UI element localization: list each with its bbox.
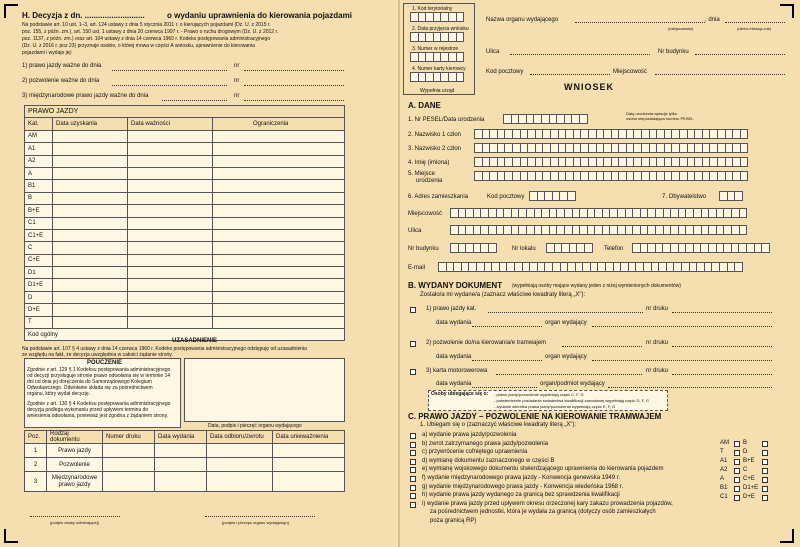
row-poz: 3 [25, 472, 47, 492]
issuer-label: organ/podmiot wydający [540, 381, 605, 387]
category-cell[interactable] [128, 192, 213, 204]
option-label: poza granicą RP) [430, 518, 477, 524]
organ-name-label: Nazwa organu wydającego [486, 17, 559, 23]
issuer-label: organ wydający [545, 320, 587, 326]
category-checkbox[interactable] [734, 486, 740, 492]
category-cell[interactable] [53, 130, 128, 142]
birthplace-label: urodzenia [416, 178, 443, 184]
first-name-cells[interactable] [474, 157, 747, 167]
category-cell[interactable] [53, 304, 128, 316]
section-a-title: A. DANE [408, 101, 441, 110]
category-cell[interactable] [53, 267, 128, 279]
birthplace-label: 5. Miejsce [408, 171, 436, 177]
category-cell[interactable] [53, 242, 128, 254]
category-label: D [743, 449, 748, 455]
option-label: g) wydanie międzynarodowego prawa jazdy - Konwencja wiedeńska 1968 r. [422, 483, 624, 490]
first-name-label: 4. Imię (imiona) [408, 160, 450, 166]
category-cell[interactable] [128, 217, 213, 229]
fill-line[interactable] [112, 70, 227, 71]
category-cell[interactable] [53, 316, 128, 328]
signature-box[interactable] [184, 358, 345, 422]
doc1-label: 1) prawo jazdy kat. [426, 306, 477, 312]
category-cell[interactable] [128, 291, 213, 303]
fill-line[interactable] [510, 54, 650, 55]
category-cell[interactable] [213, 304, 345, 316]
doc3-checkbox[interactable] [410, 369, 416, 375]
city-label: Miejscowość [613, 69, 648, 75]
col-date-obtained: Data uzyskania [53, 118, 128, 130]
category-cell[interactable] [128, 205, 213, 217]
category-row [25, 304, 345, 316]
driver-card-cells[interactable] [410, 72, 463, 82]
fill-line[interactable] [672, 374, 772, 375]
col-receipt-date: Data odbioru/zwrotu [207, 431, 273, 444]
category-code: D1 [25, 267, 53, 279]
category-checkbox[interactable] [762, 495, 768, 501]
category-row [25, 205, 345, 217]
pouczenie-text: Zgodnie z art. 129 § 1 Kodeksu postępowania administracyjnego [27, 367, 171, 373]
issue-date-label: data wydania [436, 381, 472, 387]
option-label: b) zwrot zatrzymanego prawa jazdy/pozwolenia [422, 440, 549, 447]
row-doc-type: Międzynarodowe prawo jazdy [47, 472, 103, 492]
category-cell[interactable] [53, 192, 128, 204]
issuer-label: organ wydający [545, 354, 587, 360]
category-row [25, 180, 345, 192]
category-row [25, 242, 345, 254]
col-poz: Poz. [25, 431, 47, 444]
category-cell[interactable] [213, 155, 345, 167]
category-row [25, 229, 345, 241]
category-checkbox[interactable] [762, 468, 768, 474]
intl-licence-label: 3) międzynarodowe prawo jazdy ważne do dnia [22, 93, 149, 99]
legal-line: poz. 1137, z późn. zm.) oraz art. 104 ustawy z dnia 14 czerwca 1960 r. Kodeks postępowania administracyjnego [22, 36, 271, 42]
print-number-label: nr druku [646, 306, 669, 312]
category-checkbox[interactable] [734, 441, 740, 447]
dnia-label: , dnia [705, 17, 720, 23]
legal-line: pojazdami i wydaje jej: [22, 50, 73, 56]
category-cell[interactable] [128, 254, 213, 266]
section-c-title: C. PRAWO JAZDY – POZWOLENIE NA KIEROWANIE TRAMWAJEM [408, 412, 662, 421]
decision-title-a: H. Decyzja z dn. ........................... [22, 11, 145, 20]
fill-line[interactable] [575, 22, 705, 23]
decision-page [0, 0, 398, 547]
category-code: B1 [25, 180, 53, 192]
fill-line[interactable] [30, 516, 120, 517]
pouczenie-text: organu, który wydał decyzję. [27, 391, 91, 397]
category-cell[interactable] [128, 242, 213, 254]
signature-label: Data, podpis i pieczęć organu wydającego [208, 423, 302, 429]
instruction-line: - wydanie wtórnika prawa jazdy/pozwolenia wypełniają część E, F, G [494, 404, 616, 409]
pouczenie-text: decyzja podlega wykonaniu przed upływem terminu do [27, 407, 149, 413]
legal-line: Na podstawie art. 10 ust. 1–3, art. 124 ustawy z dnia 5 stycznia 2011 r. o kierujących pojazdami (Dz. U. z 2015 r. [22, 22, 271, 28]
row-doc-type: Pozwolenie [47, 458, 103, 472]
category-code: C1 [25, 217, 53, 229]
category-code: B+E [25, 205, 53, 217]
category-checkbox[interactable] [734, 477, 740, 483]
issue-date-label: data wydania [436, 354, 472, 360]
licence-table-title: PRAWO JAZDY [25, 106, 345, 118]
category-cell[interactable] [128, 229, 213, 241]
category-cell[interactable] [53, 217, 128, 229]
pouczenie-text: od decyzji przysługuje stronie prawo odwołania się w terminie 14 [27, 373, 171, 379]
option-label: c) przywrócenie cofniętego uprawnienia [422, 449, 528, 456]
category-cell[interactable] [213, 130, 345, 142]
category-cell[interactable] [128, 167, 213, 179]
col-date-valid: Data ważności [128, 118, 213, 130]
office-field-label: 1. Kod terytorialny [412, 6, 453, 12]
nr-label: nr [234, 63, 240, 69]
application-page [400, 0, 800, 547]
category-checkbox[interactable] [734, 468, 740, 474]
option-checkbox[interactable] [410, 485, 416, 491]
category-label: A2 [720, 467, 728, 473]
fill-line[interactable] [244, 100, 344, 101]
category-label: A1 [720, 458, 728, 464]
category-label: A [720, 476, 725, 482]
doc1-checkbox[interactable] [410, 307, 416, 313]
category-checkbox[interactable] [762, 486, 768, 492]
category-row [25, 316, 345, 328]
fill-line[interactable] [608, 387, 772, 388]
category-label: B1 [720, 485, 728, 491]
category-cell[interactable] [213, 242, 345, 254]
category-label: C [743, 467, 748, 473]
city-cells[interactable] [450, 208, 746, 218]
category-row [25, 254, 345, 266]
category-row [25, 291, 345, 303]
fill-line[interactable] [488, 312, 643, 313]
crop-mark [4, 529, 18, 543]
option-label: f) wydanie międzynarodowego prawa jazdy - Konwencja genewska 1949 r. [422, 475, 621, 481]
category-cell[interactable] [128, 267, 213, 279]
fill-line[interactable] [672, 312, 772, 313]
pesel-cells[interactable] [503, 114, 587, 124]
category-cell[interactable] [213, 143, 345, 155]
option-label: i) wydanie prawa jazdy przed upływem okresu orzeczonej kary zakazu prowadzenia pojazdów, [422, 500, 673, 507]
category-cell[interactable] [128, 279, 213, 291]
fill-line[interactable] [592, 326, 772, 327]
uzasadnienie-text: Na podstawie art. 107 § 4 ustawy z dnia 14 czerwca 1960 r. Kodeks postępowania administracyjnego odstępuję od uzasadnienia [22, 346, 307, 352]
category-cell[interactable] [213, 167, 345, 179]
instruction-line: - prawo jazdy/pozwolenie wypełniają część C, F, G [494, 392, 584, 397]
category-cell[interactable] [213, 279, 345, 291]
category-checkbox[interactable] [762, 450, 768, 456]
category-cell[interactable] [213, 205, 345, 217]
section-b-title: B. WYDANY DOKUMENT [408, 281, 503, 290]
category-label: C1 [720, 494, 728, 500]
category-code: B [25, 192, 53, 204]
fill-line[interactable] [695, 54, 785, 55]
fill-line[interactable] [205, 516, 315, 517]
category-cell[interactable] [53, 167, 128, 179]
hint-text: Datę urodzenia wpisuje tylko [626, 111, 677, 116]
section-b-subtitle: (wypełniają osoby mające wydany jeden z niżej wymienionych dokumentów) [512, 283, 681, 289]
office-field-label: 2. Data przyjęcia wniosku [412, 26, 469, 32]
instruction-line: - potwierdzenie posiadania świadectwa kwalifikacji zawodowej wypełniają część D, F, G [494, 398, 649, 403]
category-cell[interactable] [53, 229, 128, 241]
category-cell[interactable] [128, 143, 213, 155]
col-kat: Kat. [25, 118, 53, 130]
issue-date-label: data wydania [436, 320, 472, 326]
email-cells[interactable] [438, 262, 742, 272]
surname2-cells[interactable] [474, 143, 747, 153]
fill-line[interactable] [472, 326, 542, 327]
category-cell[interactable] [213, 229, 345, 241]
category-label: AM [720, 440, 729, 446]
category-row [25, 143, 345, 155]
address-label: 6. Adres zamieszkania [408, 194, 469, 200]
category-cell[interactable] [213, 267, 345, 279]
category-cell[interactable] [213, 192, 345, 204]
pouczenie-text: dni od dnia jej doręczenia do Samorządowego Kolegium [27, 379, 152, 385]
instructions-title: Osoby ubiegające się o: [431, 391, 489, 397]
postcode-label: Kod pocztowy [486, 69, 524, 75]
category-cell[interactable] [128, 316, 213, 328]
nr-label: nr [234, 93, 240, 99]
fill-line[interactable] [562, 346, 642, 347]
print-number-label: nr druku [646, 368, 669, 374]
col-issue-date: Data wydania [155, 431, 207, 444]
hint-text: (miejscowość) [668, 26, 694, 31]
category-cell[interactable] [213, 291, 345, 303]
category-code: D [25, 291, 53, 303]
category-cell[interactable] [213, 180, 345, 192]
option-checkbox[interactable] [410, 476, 416, 482]
category-cell[interactable] [53, 279, 128, 291]
category-cell[interactable] [128, 180, 213, 192]
option-checkbox[interactable] [410, 433, 416, 439]
category-code: A [25, 167, 53, 179]
postcode-label: Kod pocztowy [487, 194, 525, 200]
category-cell[interactable] [53, 291, 128, 303]
col-print-number: Numer druku [103, 431, 155, 444]
decision-title-b: o wydaniu uprawnienia do kierowania pojazdami [167, 11, 352, 20]
category-label: B+E [743, 458, 755, 464]
citizenship-label: 7. Obywatelstwo [662, 194, 707, 200]
pouczenie-text: Odwoławczego. Odwołanie składa się za pośrednictwem [27, 385, 153, 391]
building-cells[interactable] [450, 243, 496, 253]
licence-validity-label: 1) prawo jazdy ważne do dnia [22, 63, 102, 69]
category-row [25, 267, 345, 279]
category-row [25, 130, 345, 142]
documents-table [24, 430, 345, 492]
category-label: T [720, 449, 724, 455]
option-label: za pośrednictwem jednostki, która je wydała za granicą (dotyczy osób zamieszkałych [430, 509, 656, 516]
street-label: Ulica [408, 228, 422, 234]
category-label: C+E [743, 476, 755, 482]
kod-ogolny: Kod ogólny [25, 329, 345, 341]
option-label: d) wymianę dokumentu zaznaczonego w części B [422, 457, 555, 464]
category-code: T [25, 316, 53, 328]
category-checkbox[interactable] [734, 495, 740, 501]
category-row [25, 155, 345, 167]
category-row [25, 279, 345, 291]
legal-line: poz. 155, z późn. zm.), art. 150 ust. 1 ustawy z dnia 20 czerwca 1997 r. - Prawo o ruchu drogowym (Dz. U. z 2012 r. [22, 29, 279, 35]
fill-line[interactable] [244, 70, 344, 71]
category-label: D+E [743, 494, 755, 500]
col-restrictions: Ograniczenia [213, 118, 345, 130]
email-label: E-mail [408, 265, 426, 271]
category-checkbox[interactable] [762, 477, 768, 483]
option-checkbox[interactable] [410, 493, 416, 499]
wypelnia-label: Wypełnia urząd [420, 88, 455, 94]
fill-line[interactable] [655, 74, 785, 75]
category-cell[interactable] [53, 155, 128, 167]
fill-line[interactable] [162, 100, 227, 101]
category-cell[interactable] [213, 217, 345, 229]
category-checkbox[interactable] [762, 441, 768, 447]
fill-line[interactable] [244, 85, 344, 86]
fill-line[interactable] [725, 22, 785, 23]
fill-line[interactable] [530, 74, 610, 75]
option-checkbox[interactable] [410, 467, 416, 473]
phone-cells[interactable] [632, 243, 769, 253]
doc2-label: 2) pozwolenie do/na kierowania/e tramwajem [426, 340, 547, 346]
footer-label: (podpis i pieczęć organu wydającego) [222, 520, 289, 525]
category-cell[interactable] [53, 143, 128, 155]
category-label: D1+E [743, 485, 759, 491]
uzasadnienie-title: UZASADNIENIE [172, 338, 218, 344]
territory-code-cells[interactable] [410, 12, 463, 22]
fill-line[interactable] [472, 387, 537, 388]
birthplace-cells[interactable] [474, 171, 747, 181]
category-cell[interactable] [53, 254, 128, 266]
category-cell[interactable] [128, 155, 213, 167]
crop-mark [780, 4, 794, 18]
category-cell[interactable] [213, 316, 345, 328]
category-cell[interactable] [128, 130, 213, 142]
date-received-cells[interactable] [410, 32, 463, 42]
flat-label: Nr lokalu [512, 246, 536, 252]
hint-text: (dzień-miesiąc-rok) [737, 26, 772, 31]
city-label: Miejscowość [408, 211, 443, 217]
option-checkbox[interactable] [410, 450, 416, 456]
building-label: Nr budynku [408, 246, 439, 252]
fill-line[interactable] [672, 346, 772, 347]
category-cell[interactable] [53, 205, 128, 217]
permit-validity-label: 2) pozwolenie ważne do dnia [22, 78, 100, 84]
office-field-label: 3. Numer w rejestrze [412, 46, 459, 52]
row-poz: 2 [25, 458, 47, 472]
col-doc-type: Rodzaj dokumentu [47, 431, 103, 444]
option-label: a) wydanie prawa jazdy/pozwolenia [422, 432, 517, 438]
doc3-label: 3) karta motorowerowa [426, 368, 488, 374]
fill-line[interactable] [472, 360, 542, 361]
category-code: D1+E [25, 279, 53, 291]
flat-cells[interactable] [546, 243, 592, 253]
category-cell[interactable] [213, 254, 345, 266]
option-label: e) wymianę wojskowego dokumentu stwierdzającego uprawnienia do kierowania pojazdem [422, 466, 664, 473]
footer-label: (podpis osoby odbierającej) [50, 520, 99, 525]
nr-label: nr [234, 78, 240, 84]
category-cell[interactable] [53, 180, 128, 192]
category-checkbox[interactable] [762, 459, 768, 465]
street-cells[interactable] [450, 225, 746, 235]
category-code: A2 [25, 155, 53, 167]
pouczenie-text: Zgodnie z art. 130 § 4 Kodeksu postępowania administracyjnego [27, 401, 171, 407]
category-code: C+E [25, 254, 53, 266]
uzasadnienie-text: ze względu na fakt, że decyzja uwzględnia w całości żądanie strony. [22, 352, 173, 358]
apply-label: 1. Ubiegam się o (zaznaczyć właściwe kwadraty literą „X"): [420, 422, 577, 428]
crop-mark [780, 529, 794, 543]
crop-mark [4, 4, 18, 18]
option-label: h) wydanie prawa jazdy wydanego za granicą bez sprawdzenia kwalifikacji [422, 492, 620, 499]
category-code: AM [25, 130, 53, 142]
legal-line: (Dz. U. z 2016 r. poz 23) przyznaje osobie, o której mowa w części A wniosku, uprawnienie do kierowania [22, 43, 255, 49]
category-checkbox[interactable] [734, 450, 740, 456]
street-label: Ulica [486, 49, 500, 55]
surname2-label: 3. Nazwisko 2 człon [408, 146, 462, 152]
col-cancel-date: Data unieważnienia [273, 431, 345, 444]
option-checkbox[interactable] [410, 459, 416, 465]
citizenship-cells[interactable] [719, 191, 742, 201]
category-code: C [25, 242, 53, 254]
row-poz: 1 [25, 444, 47, 458]
category-row [25, 167, 345, 179]
doc2-checkbox[interactable] [410, 341, 416, 347]
category-row [25, 217, 345, 229]
postcode-cells[interactable] [529, 191, 575, 201]
hint-text: osoba nieposiadająca numeru PESEL [626, 116, 694, 121]
fill-line[interactable] [496, 374, 642, 375]
pesel-label: 1. Nr PESEL/Data urodzenia [408, 117, 485, 123]
fill-line[interactable] [112, 85, 227, 86]
pouczenie-text: wniesienia odwołania, ponieważ jest zgodna z żądaniem strony. [27, 413, 169, 419]
register-number-cells[interactable] [410, 52, 463, 62]
category-checkbox[interactable] [734, 459, 740, 465]
category-cell[interactable] [128, 304, 213, 316]
category-code: D+E [25, 304, 53, 316]
office-field-label: 4. Numer karty kierowcy [412, 66, 466, 72]
category-label: B [743, 440, 748, 446]
surname1-cells[interactable] [474, 129, 747, 139]
issued-label: Zostało/a mi wydane/a (zaznacz właściwe kwadraty literą „X"): [420, 292, 586, 298]
row-doc-type: Prawo jazdy [47, 444, 103, 458]
option-checkbox[interactable] [410, 442, 416, 448]
fill-line[interactable] [592, 360, 772, 361]
phone-label: Telefon [604, 246, 624, 252]
pouczenie-title: POUCZENIE [87, 360, 123, 366]
category-row [25, 192, 345, 204]
option-checkbox[interactable] [410, 502, 416, 508]
category-code: C1+E [25, 229, 53, 241]
licence-table [24, 105, 345, 341]
print-number-label: nr druku [646, 340, 669, 346]
category-code: A1 [25, 143, 53, 155]
surname1-label: 2. Nazwisko 1 człon [408, 132, 462, 138]
building-label: Nr budynku [658, 49, 689, 55]
wniosek-title: WNIOSEK [564, 82, 615, 92]
